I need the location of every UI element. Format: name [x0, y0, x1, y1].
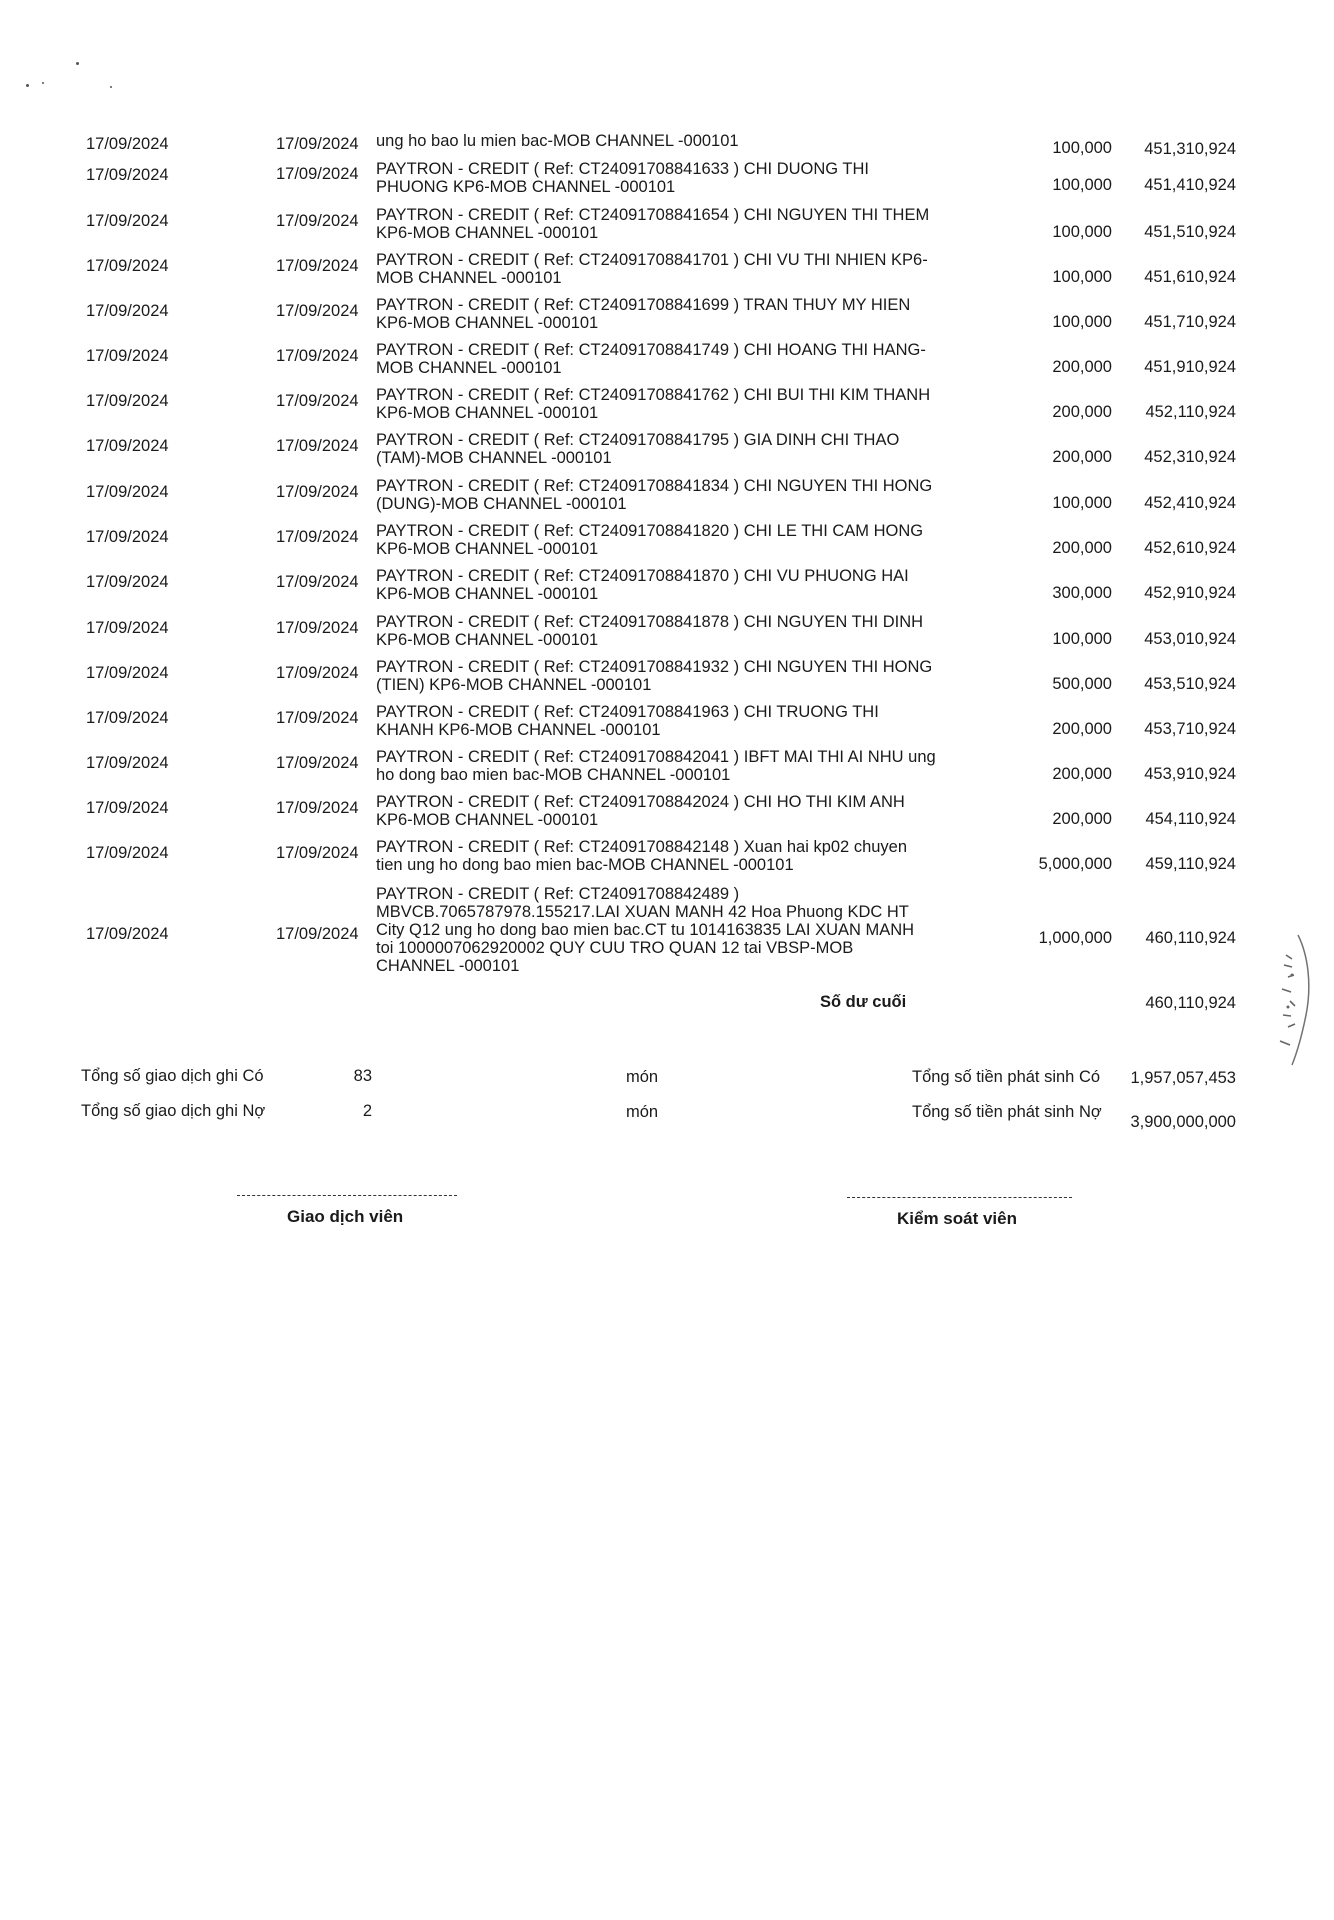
- transaction-description: PAYTRON - CREDIT ( Ref: CT24091708841795 ) GIA DINH CHI THAO (TAM)-MOB CHANNEL -000101: [376, 431, 900, 467]
- transaction-date: 17/09/2024: [86, 135, 169, 153]
- transaction-amount: 200,000: [1052, 448, 1112, 466]
- transaction-description: PAYTRON - CREDIT ( Ref: CT24091708841633 ) CHI DUONG THI PHUONG KP6-MOB CHANNEL -000101: [376, 160, 870, 196]
- value-date: 17/09/2024: [276, 799, 359, 817]
- running-balance: 451,910,924: [1144, 358, 1236, 376]
- value-date: 17/09/2024: [276, 302, 359, 320]
- running-balance: 459,110,924: [1145, 855, 1236, 873]
- transaction-amount: 100,000: [1052, 176, 1112, 194]
- value-date: 17/09/2024: [276, 483, 359, 501]
- transaction-description: PAYTRON - CREDIT ( Ref: CT24091708841870 ) CHI VU PHUONG HAI KP6-MOB CHANNEL -000101: [376, 567, 909, 603]
- running-balance: 452,110,924: [1145, 403, 1236, 421]
- transaction-description: ung ho bao lu mien bac-MOB CHANNEL -000101: [376, 132, 739, 150]
- running-balance: 451,610,924: [1144, 268, 1236, 286]
- transaction-date: 17/09/2024: [86, 925, 169, 943]
- transaction-amount: 1,000,000: [1038, 929, 1112, 947]
- transaction-date: 17/09/2024: [86, 437, 169, 455]
- debit-total-value: 3,900,000,000: [1130, 1113, 1236, 1131]
- value-date: 17/09/2024: [276, 347, 359, 365]
- transaction-date: 17/09/2024: [86, 302, 169, 320]
- credit-total-value: 1,957,057,453: [1130, 1069, 1236, 1087]
- transaction-amount: 200,000: [1052, 720, 1112, 738]
- transaction-date: 17/09/2024: [86, 212, 169, 230]
- transaction-description: PAYTRON - CREDIT ( Ref: CT24091708841878 ) CHI NGUYEN THI DINH KP6-MOB CHANNEL -000101: [376, 613, 924, 649]
- running-balance: 453,910,924: [1144, 765, 1236, 783]
- running-balance: 451,410,924: [1144, 176, 1236, 194]
- value-date: 17/09/2024: [276, 437, 359, 455]
- running-balance: 452,610,924: [1144, 539, 1236, 557]
- partial-stamp: [1268, 915, 1316, 1075]
- transaction-description: PAYTRON - CREDIT ( Ref: CT24091708841654 ) CHI NGUYEN THI THEM KP6-MOB CHANNEL -000101: [376, 206, 930, 242]
- transaction-amount: 200,000: [1052, 403, 1112, 421]
- value-date: 17/09/2024: [276, 754, 359, 772]
- transaction-description: PAYTRON - CREDIT ( Ref: CT24091708841749 ) CHI HOANG THI HANG-MOB CHANNEL -000101: [376, 341, 926, 377]
- running-balance: 453,510,924: [1144, 675, 1236, 693]
- transaction-date: 17/09/2024: [86, 709, 169, 727]
- transaction-amount: 100,000: [1052, 313, 1112, 331]
- debit-count-label: Tổng số giao dịch ghi Nợ: [81, 1102, 266, 1120]
- controller-signature-label: Kiểm soát viên: [897, 1209, 1017, 1228]
- teller-signature-line: [237, 1195, 457, 1196]
- closing-balance-value: 460,110,924: [1145, 994, 1236, 1012]
- running-balance: 451,510,924: [1144, 223, 1236, 241]
- value-date: 17/09/2024: [276, 619, 359, 637]
- transaction-description: PAYTRON - CREDIT ( Ref: CT24091708841699 ) TRAN THUY MY HIEN KP6-MOB CHANNEL -000101: [376, 296, 911, 332]
- value-date: 17/09/2024: [276, 528, 359, 546]
- transaction-description: PAYTRON - CREDIT ( Ref: CT24091708842148 ) Xuan hai kp02 chuyen tien ung ho dong bao mien bac-MOB CHANNEL -000101: [376, 838, 908, 874]
- scan-speck: [42, 82, 44, 84]
- transaction-date: 17/09/2024: [86, 347, 169, 365]
- transaction-amount: 500,000: [1052, 675, 1112, 693]
- running-balance: 453,010,924: [1144, 630, 1236, 648]
- transaction-date: 17/09/2024: [86, 528, 169, 546]
- value-date: 17/09/2024: [276, 257, 359, 275]
- value-date: 17/09/2024: [276, 664, 359, 682]
- running-balance: 452,910,924: [1144, 584, 1236, 602]
- scan-speck: [26, 84, 29, 87]
- transaction-amount: 200,000: [1052, 539, 1112, 557]
- value-date: 17/09/2024: [276, 135, 359, 153]
- transaction-date: 17/09/2024: [86, 166, 169, 184]
- running-balance: 452,310,924: [1144, 448, 1236, 466]
- transaction-amount: 100,000: [1052, 494, 1112, 512]
- transaction-description: PAYTRON - CREDIT ( Ref: CT24091708841820 ) CHI LE THI CAM HONG KP6-MOB CHANNEL -000101: [376, 522, 924, 558]
- transaction-description: PAYTRON - CREDIT ( Ref: CT24091708842041 ) IBFT MAI THI AI NHU ung ho dong bao mien bac-MOB CHANNEL -000101: [376, 748, 936, 784]
- transaction-description: PAYTRON - CREDIT ( Ref: CT24091708841834 ) CHI NGUYEN THI HONG (DUNG)-MOB CHANNEL -000101: [376, 477, 933, 513]
- value-date: 17/09/2024: [276, 165, 359, 183]
- transaction-description: PAYTRON - CREDIT ( Ref: CT24091708842024 ) CHI HO THI KIM ANH KP6-MOB CHANNEL -000101: [376, 793, 905, 829]
- transaction-amount: 300,000: [1052, 584, 1112, 602]
- transaction-date: 17/09/2024: [86, 483, 169, 501]
- closing-balance-label: Số dư cuối: [820, 993, 907, 1011]
- transaction-description: PAYTRON - CREDIT ( Ref: CT24091708841963 ) CHI TRUONG THI KHANH KP6-MOB CHANNEL -000101: [376, 703, 879, 739]
- running-balance: 452,410,924: [1144, 494, 1236, 512]
- transaction-amount: 200,000: [1052, 810, 1112, 828]
- transaction-date: 17/09/2024: [86, 392, 169, 410]
- running-balance: 453,710,924: [1144, 720, 1236, 738]
- transaction-date: 17/09/2024: [86, 257, 169, 275]
- transaction-amount: 200,000: [1052, 765, 1112, 783]
- controller-signature-line: [847, 1197, 1072, 1198]
- debit-count-unit: món: [626, 1103, 659, 1121]
- running-balance: 451,310,924: [1144, 140, 1236, 158]
- transaction-description: PAYTRON - CREDIT ( Ref: CT24091708841762 ) CHI BUI THI KIM THANH KP6-MOB CHANNEL -000101: [376, 386, 931, 422]
- transaction-amount: 5,000,000: [1038, 855, 1112, 873]
- debit-total-label: Tổng số tiền phát sinh Nợ: [912, 1103, 1102, 1121]
- running-balance: 454,110,924: [1145, 810, 1236, 828]
- credit-total-label: Tổng số tiền phát sinh Có: [912, 1068, 1101, 1086]
- credit-count-label: Tổng số giao dịch ghi Có: [81, 1067, 264, 1085]
- teller-signature-label: Giao dịch viên: [287, 1207, 404, 1226]
- value-date: 17/09/2024: [276, 709, 359, 727]
- value-date: 17/09/2024: [276, 925, 359, 943]
- value-date: 17/09/2024: [276, 392, 359, 410]
- transaction-date: 17/09/2024: [86, 799, 169, 817]
- transaction-description: PAYTRON - CREDIT ( Ref: CT24091708841932 ) CHI NGUYEN THI HONG (TIEN) KP6-MOB CHANNEL -000101: [376, 658, 933, 694]
- transaction-amount: 100,000: [1052, 630, 1112, 648]
- transaction-date: 17/09/2024: [86, 573, 169, 591]
- transaction-date: 17/09/2024: [86, 619, 169, 637]
- transaction-date: 17/09/2024: [86, 844, 169, 862]
- value-date: 17/09/2024: [276, 844, 359, 862]
- transaction-amount: 200,000: [1052, 358, 1112, 376]
- transaction-description: PAYTRON - CREDIT ( Ref: CT24091708841701 ) CHI VU THI NHIEN KP6-MOB CHANNEL -000101: [376, 251, 928, 287]
- value-date: 17/09/2024: [276, 573, 359, 591]
- running-balance: 460,110,924: [1145, 929, 1236, 947]
- value-date: 17/09/2024: [276, 212, 359, 230]
- transaction-amount: 100,000: [1052, 223, 1112, 241]
- transaction-description: PAYTRON - CREDIT ( Ref: CT24091708842489 ) MBVCB.7065787978.155217.LAI XUAN MANH 42 Hoa Phuong KDC HT City Q12 ung ho dong bao mien bac.CT tu 1014163835 LAI XUAN MANH toi 1000007062920002 QUY CUU TRO QUAN 12 tai VBSP-MOB CHANNEL -000101: [376, 885, 915, 975]
- running-balance: 451,710,924: [1144, 313, 1236, 331]
- debit-count-value: 2: [362, 1102, 372, 1120]
- transaction-date: 17/09/2024: [86, 754, 169, 772]
- transaction-amount: 100,000: [1052, 268, 1112, 286]
- transaction-date: 17/09/2024: [86, 664, 169, 682]
- transaction-amount: 100,000: [1052, 139, 1112, 157]
- credit-count-value: 83: [353, 1067, 372, 1085]
- scan-speck: [76, 62, 79, 65]
- scan-speck: [110, 86, 112, 88]
- credit-count-unit: món: [626, 1068, 659, 1086]
